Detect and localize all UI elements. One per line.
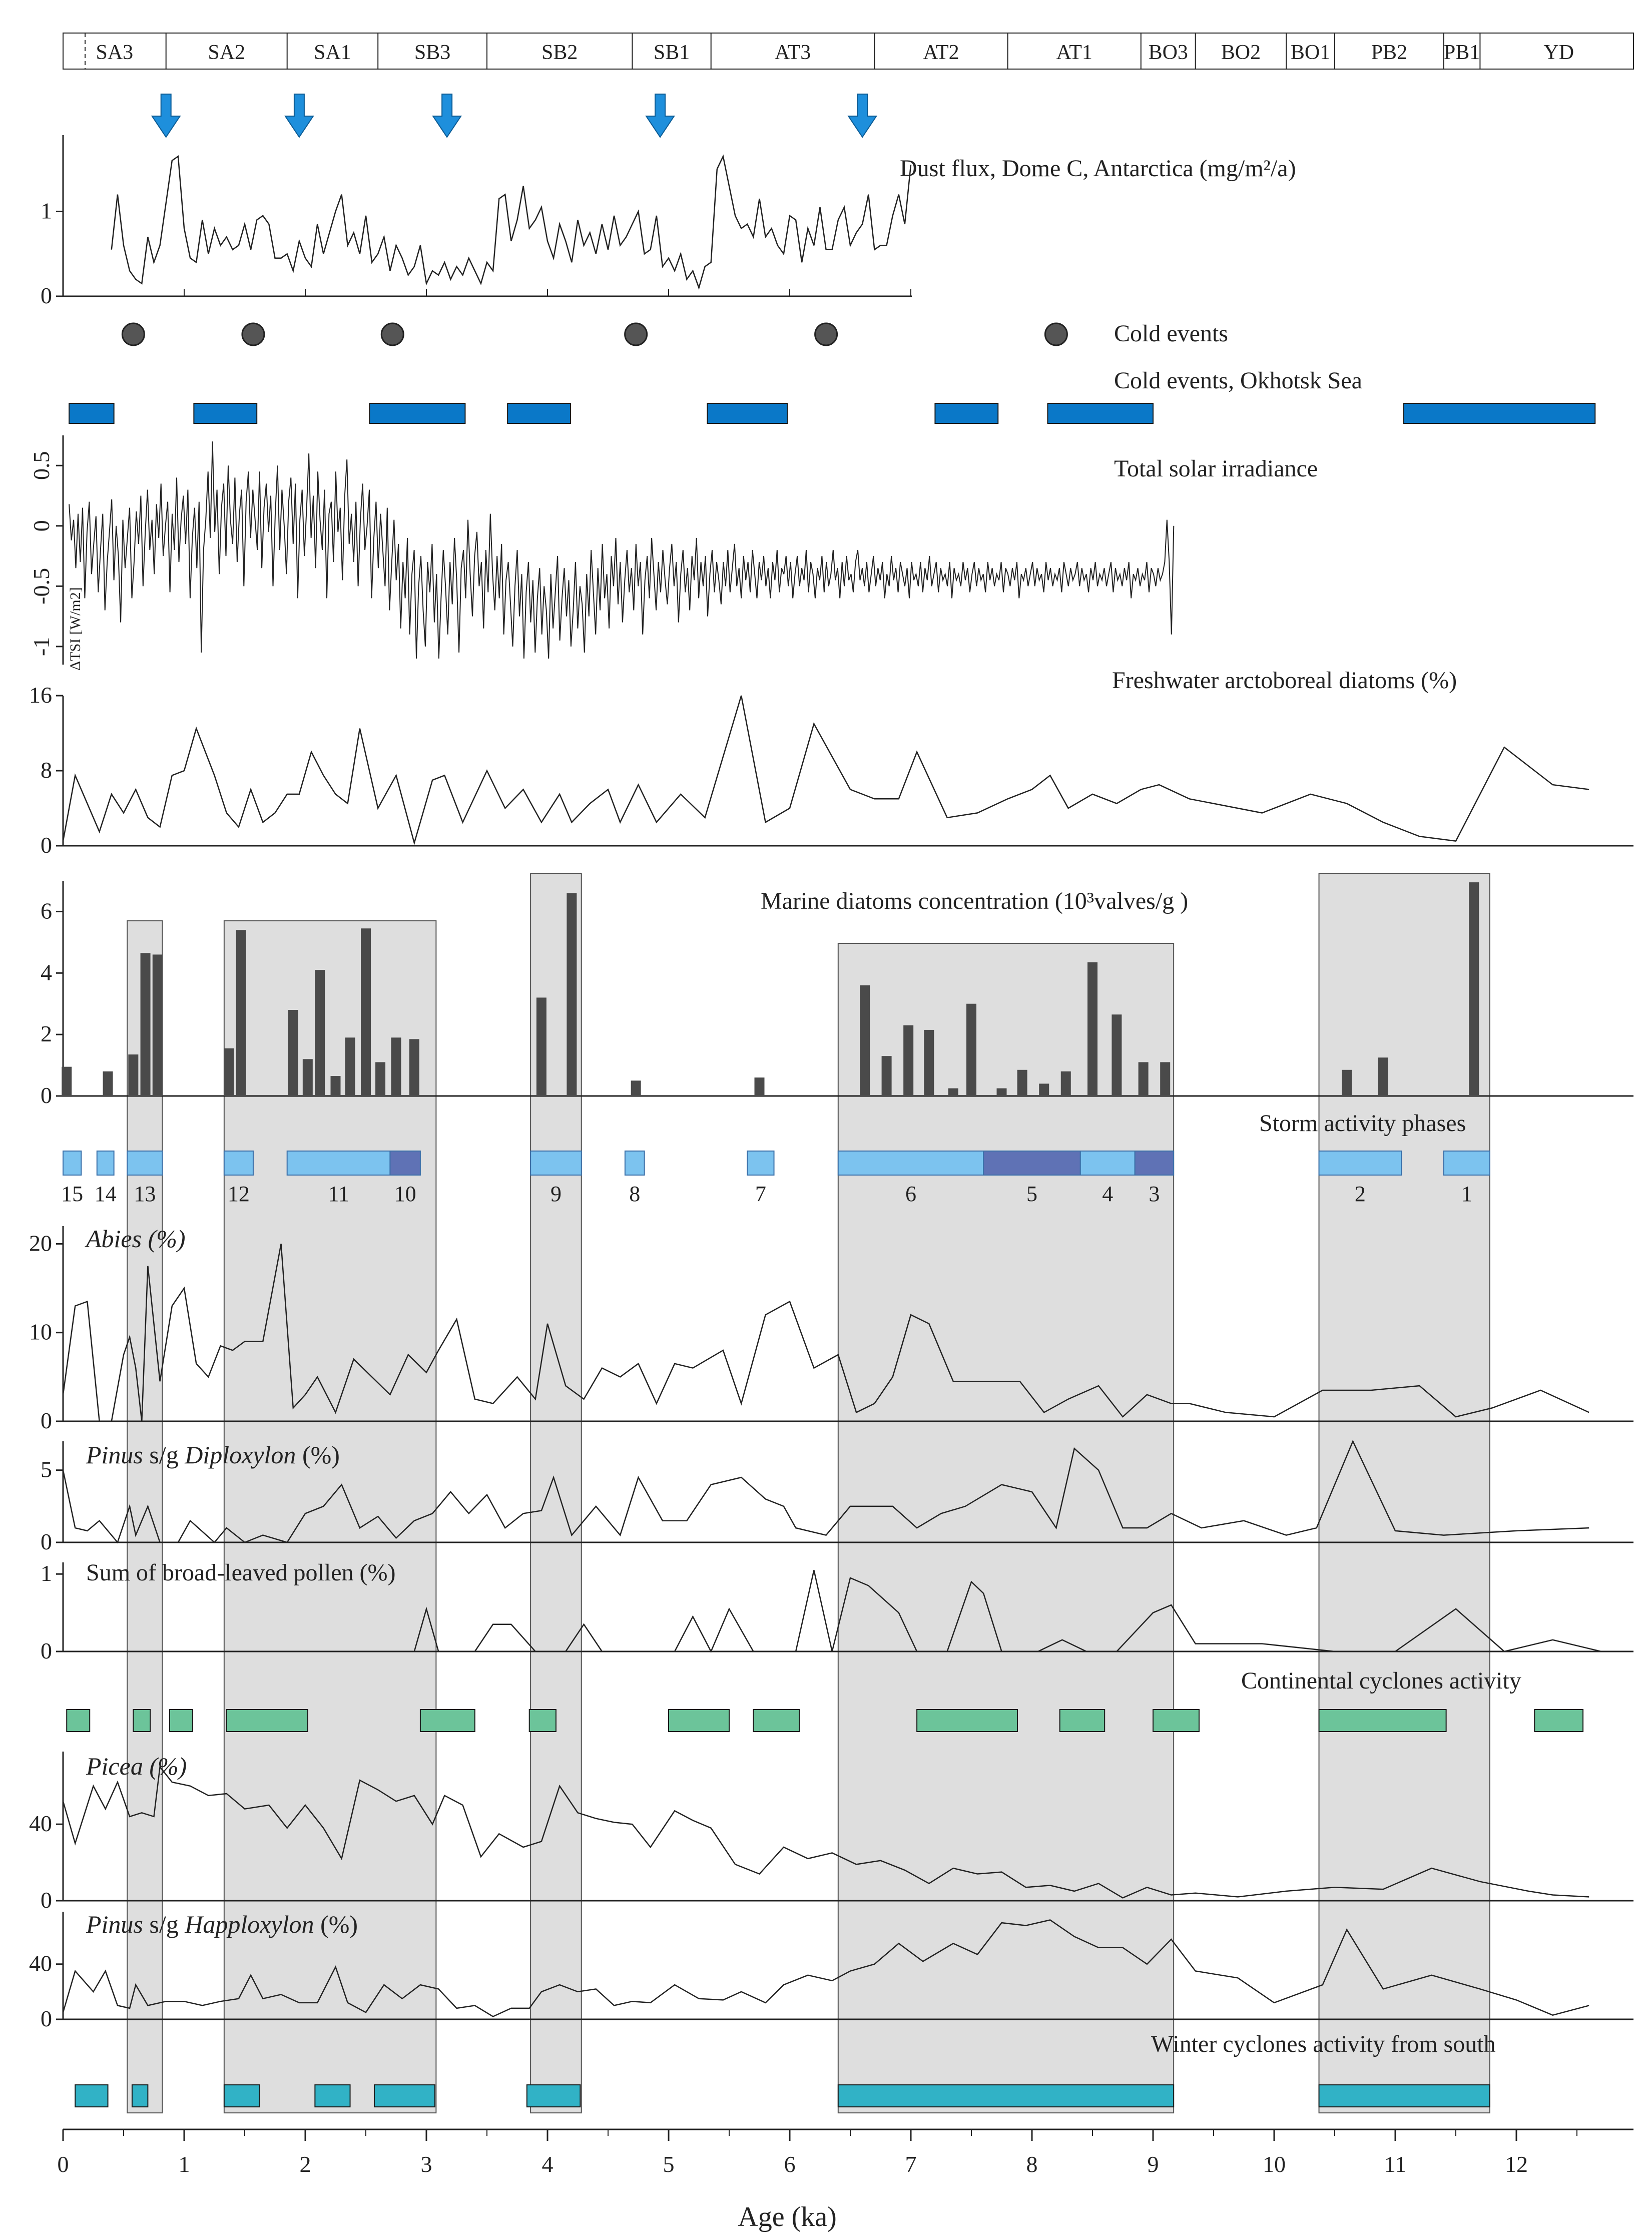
winter-bar	[374, 2085, 435, 2107]
zone-label: SB3	[414, 41, 451, 64]
marine-bar	[631, 1080, 641, 1096]
zone-label: PB1	[1443, 41, 1480, 64]
storm-phase-label: 3	[1149, 1182, 1160, 1206]
storm-phase-label: 13	[134, 1182, 156, 1206]
marine-bar	[924, 1030, 934, 1096]
marine-bar	[1469, 882, 1479, 1096]
broad-title: Sum of broad-leaved pollen (%)	[86, 1559, 396, 1586]
y-tick-label: 0	[41, 283, 52, 308]
marine-bar	[567, 893, 577, 1096]
y-tick-label: 2	[41, 1021, 52, 1047]
storm-phase-bar	[390, 1151, 420, 1175]
storm-phase-label: 11	[328, 1182, 349, 1206]
y-tick-label: 8	[41, 757, 52, 783]
x-tick-label: 11	[1384, 2151, 1407, 2177]
zone-label: BO3	[1148, 41, 1188, 64]
x-tick-label: 8	[1026, 2151, 1038, 2177]
winter-bar	[527, 2085, 580, 2107]
storm-phase-bar	[1080, 1151, 1135, 1175]
x-tick-label: 9	[1147, 2151, 1159, 2177]
okhotsk-bar	[1047, 403, 1153, 423]
okhotsk-bar	[707, 403, 787, 423]
x-axis-label: Age (ka)	[738, 2201, 837, 2232]
marine-bar	[391, 1037, 401, 1096]
y-tick-label: 0	[41, 2006, 52, 2031]
marine-bar	[536, 997, 546, 1096]
continental-bar	[1534, 1710, 1583, 1732]
y-tick-label: 6	[41, 898, 52, 924]
x-tick-label: 0	[57, 2151, 69, 2177]
x-tick-label: 1	[178, 2151, 190, 2177]
storm-phase-label: 9	[550, 1182, 562, 1206]
storm-phase-label: 15	[61, 1182, 84, 1206]
x-tick-label: 3	[420, 2151, 432, 2177]
x-tick-label: 6	[784, 2151, 796, 2177]
zone-label: AT1	[1056, 41, 1092, 64]
storm-phase-label: 14	[94, 1182, 117, 1206]
storm-phase-bar	[747, 1151, 774, 1175]
marine-bar	[345, 1037, 355, 1096]
zone-label: SB1	[653, 41, 690, 64]
y-tick-label: -1	[29, 637, 54, 657]
marine-bar	[153, 954, 163, 1096]
marine-bar	[1139, 1062, 1149, 1096]
y-tick-label: 1	[41, 198, 52, 224]
marine-bar	[882, 1056, 892, 1096]
y-tick-label: 0	[41, 1529, 52, 1554]
storm-phase-bar	[97, 1151, 114, 1175]
marine-bar	[62, 1067, 72, 1096]
tsi-series	[69, 441, 1174, 659]
x-tick-label: 10	[1263, 2151, 1286, 2177]
dust-series	[112, 156, 911, 288]
cold-event-dot	[122, 323, 144, 345]
storm-phase-bar	[224, 1151, 253, 1175]
zone-label: SA3	[96, 41, 134, 64]
storm-phase-bar	[63, 1151, 81, 1175]
down-arrow-icon	[646, 94, 674, 137]
storm-phase-bar	[127, 1151, 162, 1175]
marine-bar	[236, 930, 246, 1096]
continental-bar	[67, 1710, 90, 1732]
zone-label: SA2	[208, 41, 246, 64]
cold-event-dot	[815, 323, 837, 345]
marine-title: Marine diatoms concentration (10³valves/g )	[761, 888, 1189, 914]
continental-title: Continental cyclones activity	[1241, 1667, 1521, 1694]
storm-title: Storm activity phases	[1259, 1110, 1466, 1137]
marine-bar	[860, 985, 870, 1096]
marine-bar	[375, 1062, 385, 1096]
down-arrow-icon	[152, 94, 180, 137]
storm-phase-label: 5	[1026, 1182, 1037, 1206]
winter-bar	[132, 2085, 148, 2107]
storm-phase-bar	[983, 1151, 1080, 1175]
okhotsk-bar	[369, 403, 465, 423]
continental-bar	[1319, 1710, 1446, 1732]
marine-bar	[224, 1048, 234, 1096]
winter-bar	[1319, 2085, 1490, 2107]
okhotsk-bar	[69, 403, 114, 423]
storm-phase-label: 4	[1102, 1182, 1114, 1206]
marine-bar	[315, 970, 325, 1096]
marine-bar	[128, 1054, 138, 1096]
marine-bar	[288, 1010, 298, 1096]
continental-bar	[227, 1710, 308, 1732]
zone-label: BO2	[1221, 41, 1261, 64]
cold-events-title: Cold events	[1114, 320, 1228, 347]
marine-bar	[1087, 962, 1097, 1096]
storm-phase-bar	[625, 1151, 645, 1175]
continental-bar	[917, 1710, 1017, 1732]
arcto-panel	[29, 667, 1633, 858]
marine-bar	[1112, 1014, 1122, 1096]
y-tick-label: 0	[41, 832, 52, 858]
cold-event-dot	[242, 323, 264, 345]
y-tick-label: 16	[29, 682, 52, 708]
x-tick-label: 5	[663, 2151, 675, 2177]
y-tick-label: 0.5	[29, 451, 54, 480]
zone-label: BO1	[1290, 41, 1331, 64]
continental-bar	[133, 1710, 150, 1732]
marine-bar	[361, 928, 371, 1096]
y-tick-label: 0	[41, 1082, 52, 1108]
x-axis	[58, 2129, 1634, 2232]
arrow-markers	[152, 94, 877, 137]
marine-bar	[1017, 1070, 1027, 1096]
marine-bar	[1039, 1083, 1049, 1096]
marine-bar	[331, 1076, 341, 1096]
storm-phase-label: 7	[755, 1182, 766, 1206]
continental-bar	[1153, 1710, 1199, 1732]
x-tick-label: 2	[299, 2151, 311, 2177]
storm-phase-label: 8	[629, 1182, 641, 1206]
storm-phase-label: 6	[905, 1182, 916, 1206]
y-tick-label: 0	[41, 1887, 52, 1913]
down-arrow-icon	[848, 94, 876, 137]
storm-phase-bar	[530, 1151, 582, 1175]
x-tick-label: 7	[905, 2151, 917, 2177]
tsi-panel	[29, 435, 1318, 671]
marine-bar	[948, 1088, 958, 1096]
storm-phase-bar	[1135, 1151, 1174, 1175]
zone-label: AT2	[923, 41, 959, 64]
cold-event-dot	[1045, 323, 1067, 345]
storm-phase-bar	[1319, 1151, 1402, 1175]
arcto-title: Freshwater arctoboreal diatoms (%)	[1112, 667, 1457, 694]
y-tick-label: 0	[41, 1408, 52, 1433]
winter-bar	[838, 2085, 1174, 2107]
marine-bar	[997, 1088, 1007, 1096]
winter-bar	[224, 2085, 259, 2107]
y-tick-label: 40	[29, 1811, 52, 1837]
y-tick-label: -0.5	[29, 568, 54, 605]
okhotsk-bar	[935, 403, 998, 423]
storm-phase-label: 12	[227, 1182, 250, 1206]
cold-events-panel	[69, 320, 1595, 423]
y-tick-label: 0	[41, 1638, 52, 1663]
marine-bar	[966, 1004, 976, 1096]
continental-bar	[753, 1710, 799, 1732]
y-tick-label: 20	[29, 1230, 52, 1256]
winter-bar	[315, 2085, 350, 2107]
picea-title: Picea (%)	[86, 1752, 187, 1780]
okhotsk-title: Cold events, Okhotsk Sea	[1114, 367, 1362, 394]
storm-phase-label: 2	[1354, 1182, 1366, 1206]
marine-bar	[141, 953, 151, 1096]
marine-bar	[1342, 1070, 1352, 1096]
tsi-ylabel: ΔTSI [W/m2]	[67, 587, 84, 671]
y-tick-label: 10	[29, 1319, 52, 1345]
abies-title: Abies (%)	[86, 1225, 186, 1253]
cold-event-dot	[381, 323, 403, 345]
chronozone-bar	[63, 33, 1633, 69]
marine-bar	[755, 1077, 765, 1096]
storm-phase-label: 1	[1461, 1182, 1472, 1206]
x-tick-label: 12	[1505, 2151, 1528, 2177]
winter-bar	[75, 2085, 108, 2107]
okhotsk-bar	[1404, 403, 1595, 423]
y-tick-label: 0	[29, 520, 54, 532]
down-arrow-icon	[285, 94, 313, 137]
y-tick-label: 40	[29, 1950, 52, 1976]
continental-bar	[669, 1710, 729, 1732]
storm-phase-bar	[287, 1151, 390, 1175]
continental-bar	[529, 1710, 556, 1732]
down-arrow-icon	[433, 94, 461, 137]
zone-label: YD	[1543, 41, 1574, 64]
x-tick-label: 4	[541, 2151, 554, 2177]
arcto-series	[63, 696, 1589, 843]
zone-label: SB2	[541, 41, 578, 64]
y-tick-label: 5	[41, 1456, 52, 1482]
marine-bar	[103, 1071, 113, 1096]
zone-label: AT3	[774, 41, 811, 64]
okhotsk-bar	[194, 403, 257, 423]
marine-bar	[903, 1025, 913, 1096]
shaded-interval	[1319, 873, 1490, 2113]
pinus-dip-title: Pinus s/g Diploxylon (%)	[86, 1441, 340, 1469]
storm-phase-bar	[838, 1151, 983, 1175]
continental-bar	[1060, 1710, 1105, 1732]
continental-bar	[420, 1710, 475, 1732]
tsi-title: Total solar irradiance	[1114, 455, 1318, 482]
dust-title: Dust flux, Dome C, Antarctica (mg/m²/a)	[900, 155, 1296, 182]
okhotsk-bar	[507, 403, 571, 423]
y-tick-label: 4	[41, 959, 52, 985]
marine-bar	[1061, 1071, 1071, 1096]
continental-bar	[170, 1710, 193, 1732]
zone-label: SA1	[314, 41, 351, 64]
marine-bar	[303, 1059, 313, 1096]
storm-phase-bar	[1444, 1151, 1490, 1175]
y-tick-label: 1	[41, 1560, 52, 1586]
marine-bar	[1160, 1062, 1170, 1096]
pinus-hap-title: Pinus s/g Happloxylon (%)	[86, 1910, 358, 1938]
cold-event-dot	[625, 323, 647, 345]
storm-phase-label: 10	[394, 1182, 416, 1206]
dust-panel	[41, 135, 1296, 308]
zone-label: PB2	[1371, 41, 1408, 64]
marine-bar	[1378, 1057, 1388, 1096]
winter-title: Winter cyclones activity from south	[1151, 2031, 1496, 2057]
marine-bar	[409, 1039, 419, 1096]
